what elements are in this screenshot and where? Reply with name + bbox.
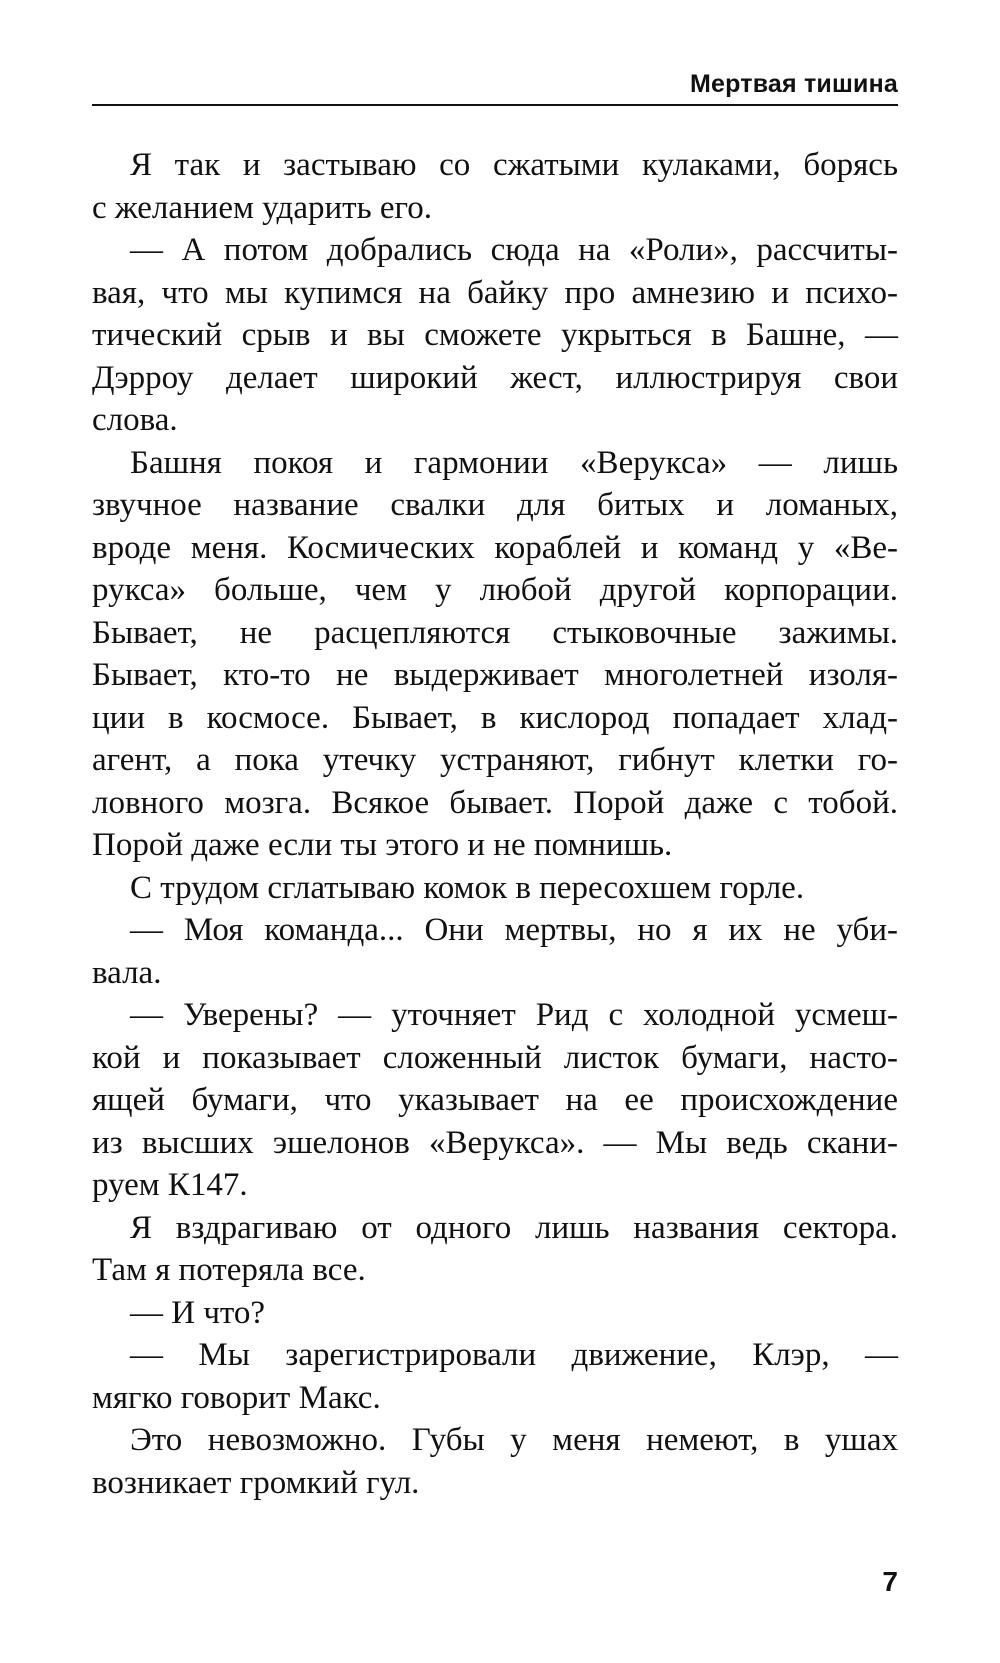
text-line: кой и показывает сложенный листок бумаги, насто- bbox=[92, 1039, 898, 1076]
text-line: мягко говорит Макс. bbox=[92, 1379, 381, 1416]
text-line: — Уверены? — уточняет Рид с холодной усмеш- bbox=[130, 997, 898, 1033]
text-line: Я так и застываю со сжатыми кулаками, борясь bbox=[130, 147, 898, 183]
text-line: агент, а пока утечку устраняют, гибнут клетки го- bbox=[92, 742, 898, 778]
text-line: с желанием ударить его. bbox=[92, 189, 432, 226]
text-line: С трудом сглатываю комок в пересохшем горле. bbox=[130, 869, 805, 906]
body-text bbox=[92, 144, 898, 1504]
text-line: вала. bbox=[92, 954, 162, 991]
text-line: — Мы зарегистрировали движение, Клэр, — bbox=[130, 1337, 898, 1373]
text-line: звучное название свалки для битых и ломаных, bbox=[92, 487, 898, 523]
text-line: Башня покоя и гармонии «Верукса» — лишь bbox=[130, 444, 898, 481]
text-line: вая, что мы купимся на байку про амнезию и психо- bbox=[92, 274, 898, 311]
text-line: из высших эшелонов «Верукса». — Мы ведь скани- bbox=[92, 1124, 898, 1161]
text-line: — И что? bbox=[130, 1294, 266, 1331]
text-line: — А потом добрались сюда на «Роли», рассчиты- bbox=[130, 232, 898, 268]
text-line: Порой даже если ты этого и не помнишь. bbox=[92, 827, 673, 863]
page-number: 7 bbox=[882, 1566, 898, 1597]
text-line: Бывает, кто-то не выдерживает многолетней изоля- bbox=[92, 657, 898, 693]
text-line: ящей бумаги, что указывает на ее происхождение bbox=[92, 1082, 898, 1118]
text-line: руем К147. bbox=[92, 1167, 248, 1203]
text-line: — Моя команда... Они мертвы, но я их не уби- bbox=[130, 912, 898, 948]
text-line: ции в космосе. Бывает, в кислород попадает хлад- bbox=[92, 699, 898, 736]
text-line: тический срыв и вы сможете укрыться в Башне, — bbox=[92, 317, 898, 353]
text-line: вроде меня. Космических кораблей и команд у «Ве- bbox=[92, 529, 898, 566]
running-head bbox=[92, 66, 898, 106]
text-line: Это невозможно. Губы у меня немеют, в ушах bbox=[130, 1422, 898, 1458]
text-line: возникает громкий гул. bbox=[92, 1464, 420, 1501]
text-line: Бывает, не расцепляются стыковочные зажимы. bbox=[92, 614, 898, 651]
text-line: рукса» больше, чем у любой другой корпорации. bbox=[92, 572, 898, 608]
text-line: ловного мозга. Всякое бывает. Порой даже с тобой. bbox=[92, 784, 898, 821]
text-line: слова. bbox=[92, 402, 178, 438]
text-line: Там я потеряла все. bbox=[92, 1252, 366, 1288]
text-line: Я вздрагиваю от одного лишь названия сектора. bbox=[130, 1209, 898, 1246]
text-line: Дэрроу делает широкий жест, иллюстрируя свои bbox=[92, 359, 898, 396]
running-head-title: Мертвая тишина bbox=[689, 70, 898, 98]
